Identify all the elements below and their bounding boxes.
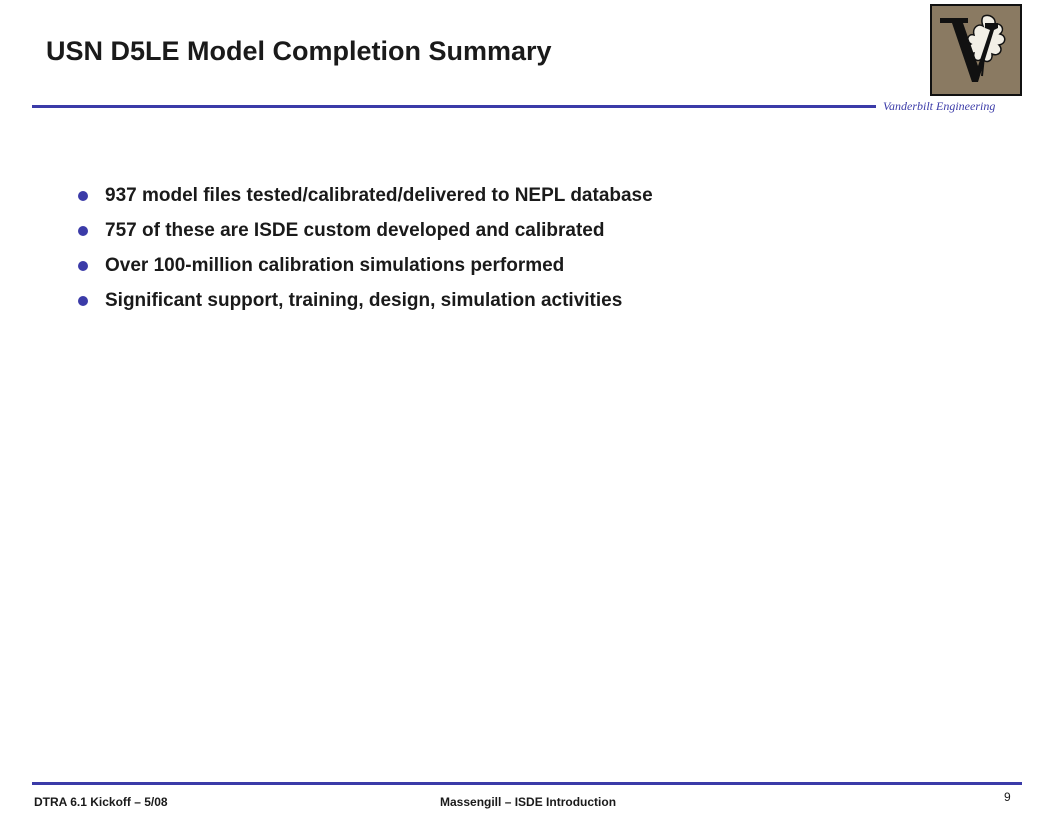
footer-event-label: DTRA 6.1 Kickoff – 5/08 [34,795,168,809]
slide-title: USN D5LE Model Completion Summary [46,36,552,66]
header-divider [32,105,876,108]
footer-divider [32,782,1022,785]
bullet-text: 937 model files tested/calibrated/delivered to NEPL database [105,184,653,206]
brand-label: Vanderbilt Engineering [883,99,996,113]
vanderbilt-logo [930,4,1022,96]
bullet-list [78,178,653,318]
bullet-text: Significant support, training, design, simulation activities [105,289,623,311]
list-item [78,178,653,213]
list-item [78,283,653,318]
page-number: 9 [1004,790,1011,804]
list-item [78,213,653,248]
bullet-dot-icon [78,261,88,271]
footer-presenter-label: Massengill – ISDE Introduction [440,795,617,809]
bullet-dot-icon [78,296,88,306]
bullet-text: 757 of these are ISDE custom developed and calibrated [105,219,605,241]
vanderbilt-v-oak-leaf-logo-icon [932,6,1020,94]
bullet-dot-icon [78,226,88,236]
list-item [78,248,653,283]
bullet-dot-icon [78,191,88,201]
bullet-text: Over 100-million calibration simulations performed [105,254,565,276]
